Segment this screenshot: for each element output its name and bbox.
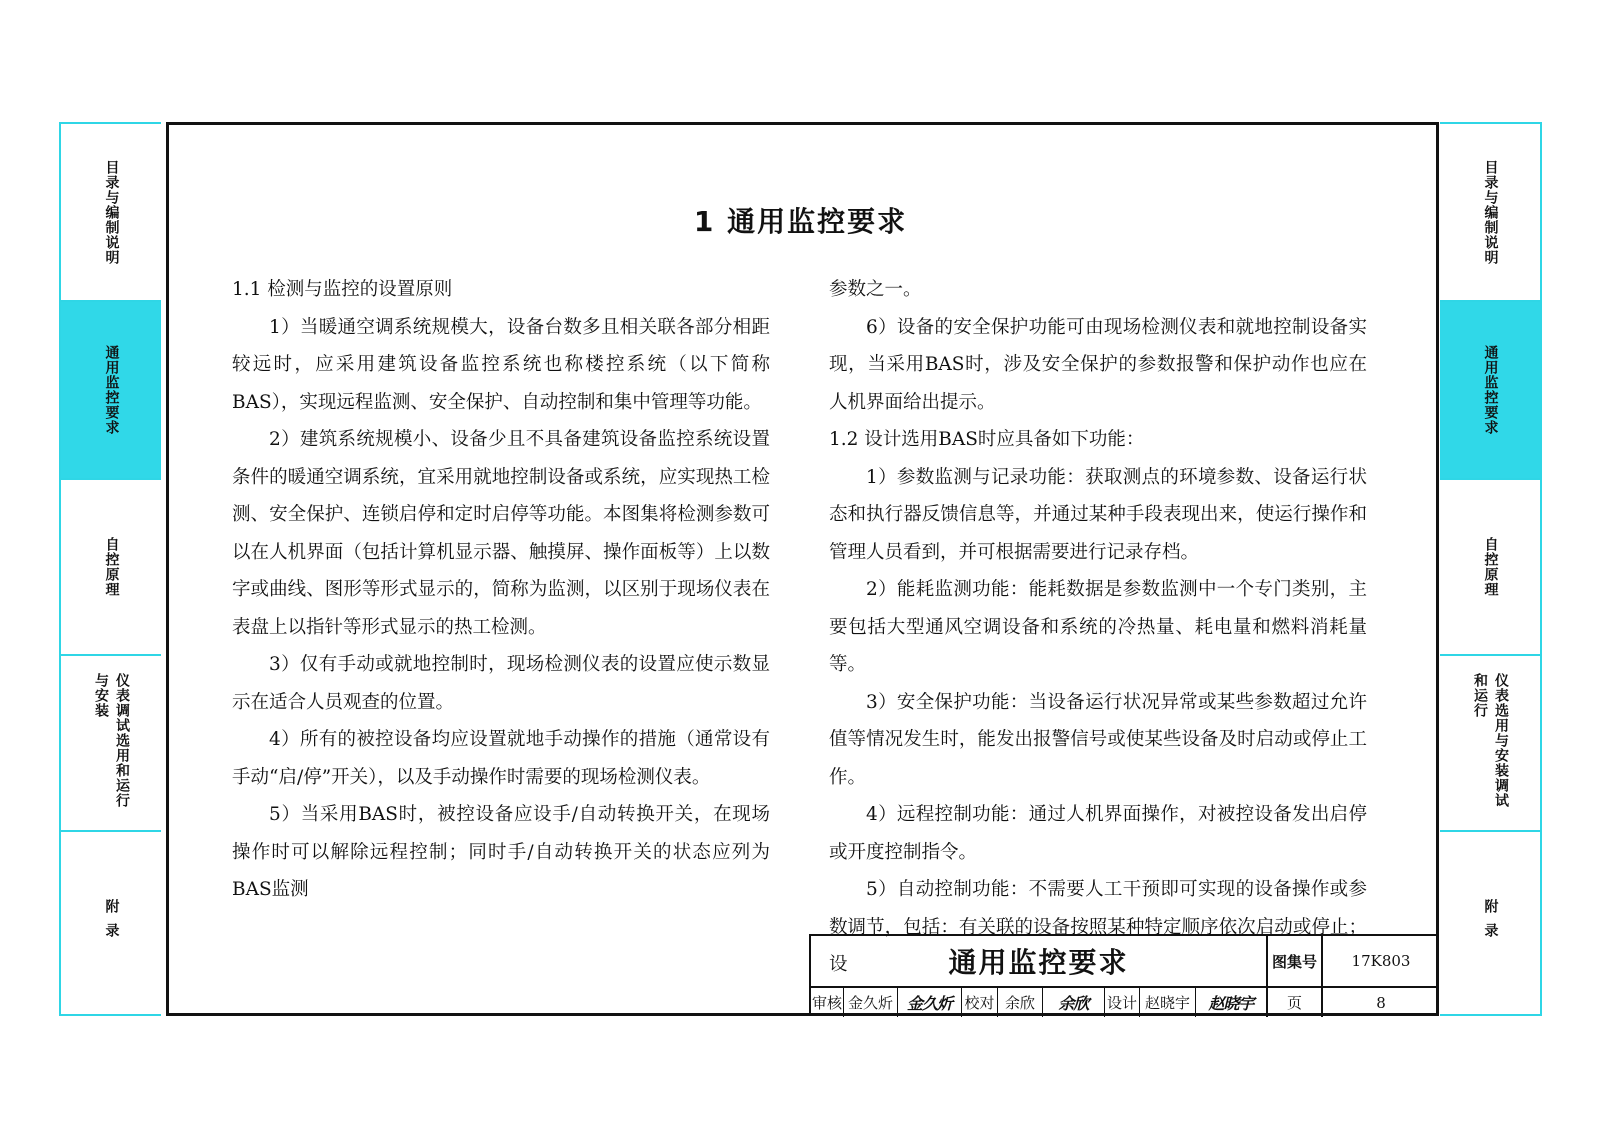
design-label: 设计 (1105, 988, 1140, 1017)
atlas-number: 17K803 (1323, 936, 1439, 988)
paragraph: 5）当采用BAS时，被控设备应设手/自动转换开关，在现场操作时可以解除远程控制；同时手/自动转换开关的状态应列为BAS监测 (232, 804, 770, 900)
reviewer-signature: 金久炘 (898, 988, 962, 1017)
paragraph: 1）参数监测与记录功能：获取测点的环境参数、设备运行状态和执行器反馈信息等，并通过某种手段表现出来，使运行操作和管理人员看到，并可根据需要进行记录存档。 (829, 466, 1367, 563)
page-label: 页 (1268, 988, 1323, 1017)
tab-label: 仪表选用与安装调试和运行 (1472, 673, 1509, 808)
paragraph: 参数之一。 (829, 279, 922, 300)
designer-signature: 赵晓宇 (1196, 988, 1268, 1017)
right-section-tabs (1440, 122, 1542, 1016)
title-block (809, 934, 1437, 1015)
paragraph: 3）安全保护功能：当设备运行状况异常或某些参数超过允许值等情况发生时，能发出报警信号或使某些设备及时启动或停止工作。 (829, 691, 1367, 788)
review-label: 审核 (811, 988, 844, 1017)
tab-label: 目录与编制说明 (1482, 159, 1499, 265)
page-number: 8 (1376, 993, 1386, 1012)
tab-label: 自控原理 (103, 537, 120, 597)
paragraph: 6）设备的安全保护功能可由现场检测仪表和就地控制设备实现，当采用BAS时，涉及安全保护的参数报警和保护动作也应在人机界面给出提示。 (829, 316, 1367, 413)
tab-label: 通用监控要求 (103, 345, 120, 435)
designer-name: 赵晓宇 (1140, 988, 1196, 1017)
paragraph: 2）建筑系统规模小、设备少且不具备建筑设备监控系统设置条件的暖通空调系统，宜采用就地控制设备或系统，应实现热工检测、安全保护、连锁启停和定时启停等功能。本图集将检测参数可以在人机界面（包括计算机显示器、触摸屏、操作面板等）上以数字或曲线、图形等形式显示的，简称为监测，以区别于现场仪表在表盘上以指针等形式显示的热工检测。 (232, 429, 770, 638)
section-heading: 1.2 设计选用BAS时应具备如下功能： (829, 429, 1145, 450)
tab-instruments-install[interactable] (1440, 656, 1540, 832)
paragraph: 4）所有的被控设备均应设置就地手动操作的措施（通常设有手动“启/停”开关），以及手动操作时需要的现场检测仪表。 (232, 729, 770, 788)
tab-general-monitoring[interactable] (61, 302, 161, 480)
paragraph: 2）能耗监测功能：能耗数据是参数监测中一个专门类别，主要包括大型通风空调设备和系统的冷热量、耗电量和燃料消耗量等。 (829, 579, 1367, 675)
paragraph: 1）当暖通空调系统规模大，设备台数多且相关联各部分相距较远时，应采用建筑设备监控系统也称楼控系统（以下简称BAS），实现远程监测、安全保护、自动控制和集中管理等功能。 (232, 316, 770, 413)
tab-label: 仪表调试选用和运行与安装 (93, 673, 130, 808)
paragraph: 4）远程控制功能：通过人机界面操作，对被控设备发出启停或开度控制指令。 (829, 804, 1367, 863)
atlas-number-label: 图集号 (1268, 936, 1323, 988)
right-text-column (829, 271, 1367, 984)
page-title: 1 通用监控要求 (693, 205, 908, 238)
reviewer-name: 金久炘 (844, 988, 898, 1017)
left-section-tabs (59, 122, 161, 1016)
paragraph: 5）自动控制功能：不需要人工干预即可实现的设备操作或参数调节，包括：有关联的设备按照某种特定顺序依次启动或停止；设 (829, 879, 1367, 975)
left-text-column (232, 271, 770, 909)
checker-name: 余欣 (998, 988, 1043, 1017)
tab-control-principle[interactable] (1440, 480, 1540, 656)
checker-signature: 余欣 (1043, 988, 1105, 1017)
tab-label: 附录 (1482, 899, 1499, 947)
tab-appendix[interactable] (61, 832, 161, 1014)
check-label: 校对 (962, 988, 998, 1017)
section-heading: 1.1 检测与监控的设置原则 (232, 279, 453, 300)
tab-general-monitoring[interactable] (1440, 302, 1540, 480)
tab-label: 自控原理 (1482, 537, 1499, 597)
tab-label: 目录与编制说明 (103, 159, 120, 265)
tab-label: 通用监控要求 (1482, 345, 1499, 435)
tab-instruments-install[interactable] (61, 656, 161, 832)
drawing-name: 通用监控要求 (811, 936, 1268, 988)
tab-label: 附录 (103, 899, 120, 947)
paragraph: 3）仅有手动或就地控制时，现场检测仪表的设置应使示数显示在适合人员观查的位置。 (232, 654, 770, 713)
tab-control-principle[interactable] (61, 480, 161, 656)
tab-appendix[interactable] (1440, 832, 1540, 1014)
